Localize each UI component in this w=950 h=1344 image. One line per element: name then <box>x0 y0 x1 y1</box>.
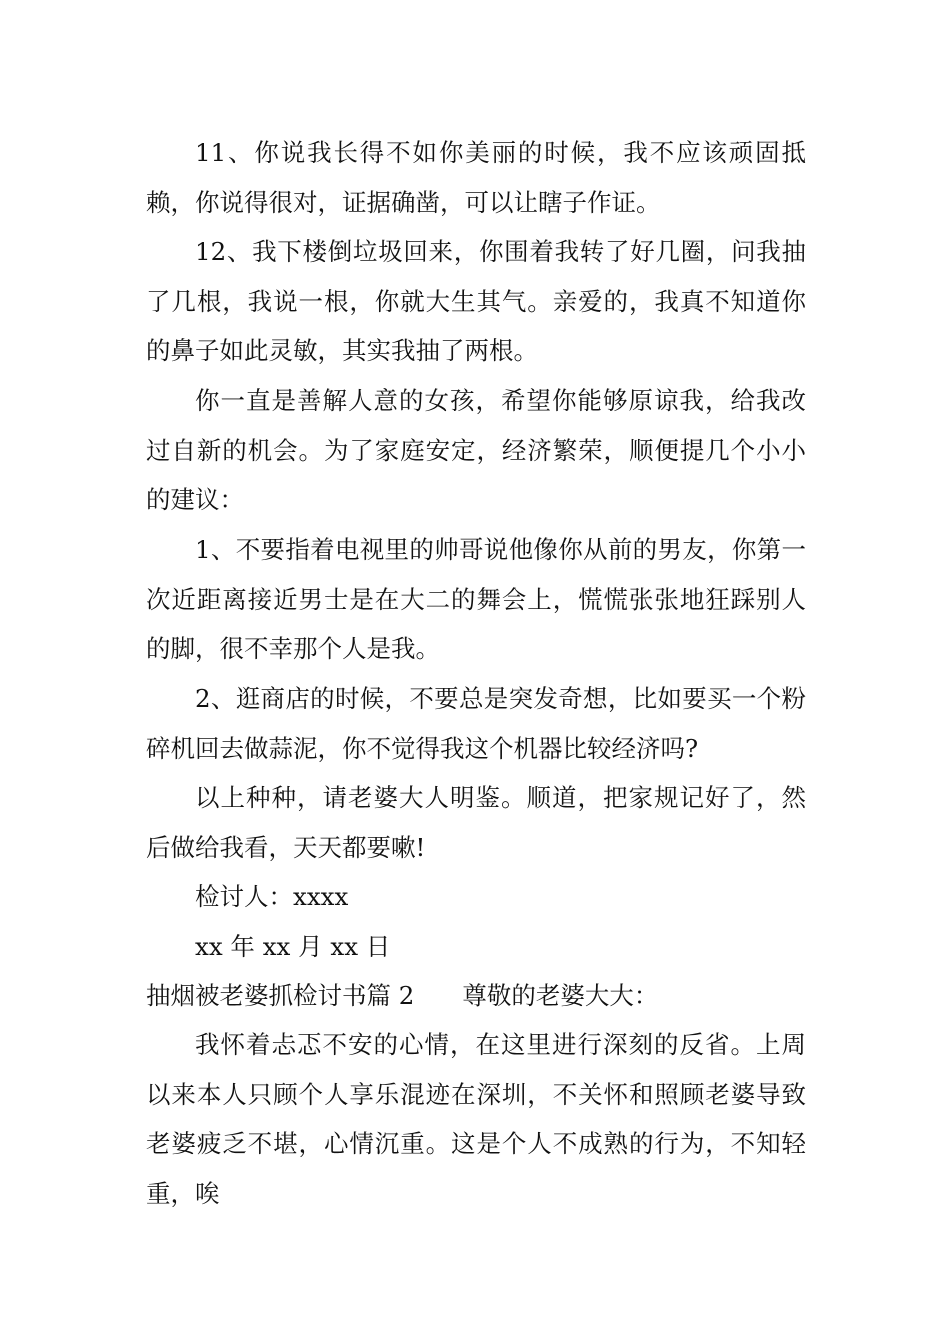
section-salutation: 尊敬的老婆大大： <box>462 981 659 1010</box>
signer-line: 检讨人：xxxx <box>195 882 349 911</box>
paragraph-suggestion-1: 1、不要指着电视里的帅哥说他像你从前的男友，你第一次近距离接近男士是在大二的舞会上，慌慌张张地狂踩别人的脚，很不幸那个人是我。 <box>146 535 806 663</box>
paragraph-letter-2-body: 我怀着忐忑不安的心情，在这里进行深刻的反省。上周以来本人只顾个人享乐混迹在深圳，不关怀和照顾老婆导致老婆疲乏不堪，心情沉重。这是个人不成熟的行为，不知轻重，唉 <box>146 1030 806 1208</box>
date-line: xx 年 xx 月 xx 日 <box>195 932 391 961</box>
paragraph-item-11: 11、你说我长得不如你美丽的时候，我不应该顽固抵赖，你说得很对，证据确凿，可以让瞎子作证。 <box>146 138 806 217</box>
paragraph-apology: 你一直是善解人意的女孩，希望你能够原谅我，给我改过自新的机会。为了家庭安定，经济繁荣，顺便提几个小小的建议： <box>146 386 806 514</box>
section-title: 抽烟被老婆抓检讨书篇 2 <box>146 981 415 1010</box>
paragraph-item-12: 12、我下楼倒垃圾回来，你围着我转了好几圈，问我抽了几根，我说一根，你就大生其气。亲爱的，我真不知道你的鼻子如此灵敏，其实我抽了两根。 <box>146 237 806 365</box>
paragraph-suggestion-2: 2、逛商店的时候，不要总是突发奇想，比如要买一个粉碎机回去做蒜泥，你不觉得我这个机器比较经济吗? <box>146 684 806 763</box>
paragraph-summary: 以上种种，请老婆大人明鉴。顺道，把家规记好了，然后做给我看，天天都要嗽! <box>146 783 806 862</box>
section-heading-line <box>146 971 806 1021</box>
